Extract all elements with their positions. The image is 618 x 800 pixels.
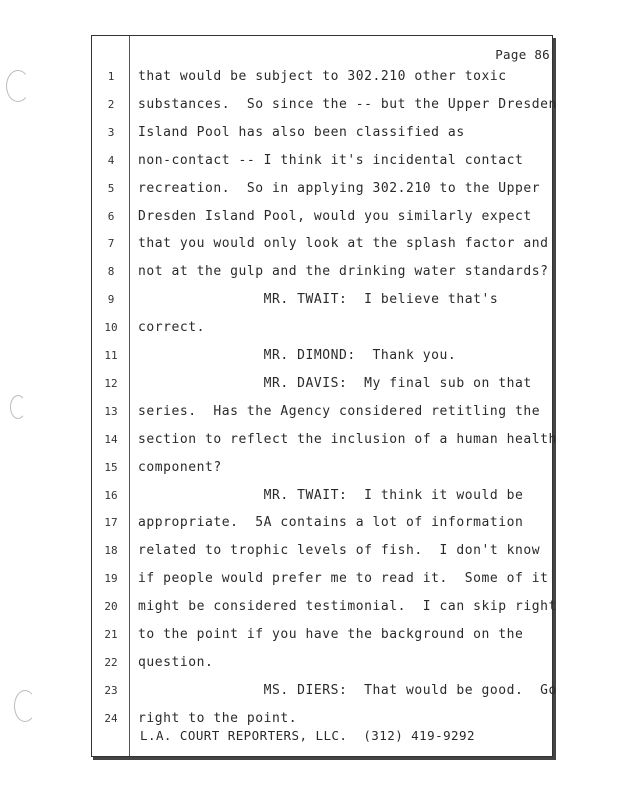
transcript-page-frame xyxy=(91,35,553,757)
line-number: 7 xyxy=(107,237,115,250)
line-number-rule xyxy=(129,36,130,756)
line-number: 12 xyxy=(104,377,118,390)
transcript-line-text: component? xyxy=(138,460,222,475)
frame-shadow-bottom xyxy=(93,757,555,760)
line-number: 14 xyxy=(104,433,118,446)
transcript-line-text: that would be subject to 302.210 other toxic xyxy=(138,69,507,84)
line-number: 11 xyxy=(104,349,118,362)
line-number: 18 xyxy=(104,544,118,557)
line-number: 16 xyxy=(104,489,118,502)
transcript-line-text: non-contact -- I think it's incidental contact xyxy=(138,153,524,168)
transcript-line-text: MR. DIMOND: Thank you. xyxy=(138,348,457,363)
transcript-line-text: substances. So since the -- but the Upper Dresden xyxy=(138,97,557,112)
transcript-line-text: series. Has the Agency considered retitling the xyxy=(138,404,541,419)
transcript-line-text: MR. TWAIT: I believe that's xyxy=(138,292,499,307)
transcript-line-text: MS. DIERS: That would be good. Go xyxy=(138,683,557,698)
line-number: 9 xyxy=(107,293,115,306)
transcript-line-text: question. xyxy=(138,655,214,670)
line-number: 8 xyxy=(107,265,115,278)
transcript-line-text: that you would only look at the splash factor and xyxy=(138,236,549,251)
transcript-line-text: if people would prefer me to read it. Some of it xyxy=(138,571,549,586)
line-number: 21 xyxy=(104,628,118,641)
line-number: 1 xyxy=(107,70,115,83)
transcript-line-text: not at the gulp and the drinking water standards? xyxy=(138,264,549,279)
line-number: 15 xyxy=(104,461,118,474)
transcript-line-text: related to trophic levels of fish. I don't know xyxy=(138,543,541,558)
transcript-line-text: recreation. So in applying 302.210 to the Upper xyxy=(138,181,541,196)
transcript-line-text: Island Pool has also been classified as xyxy=(138,125,465,140)
line-number: 24 xyxy=(104,712,118,725)
hole-punch-mark-bottom xyxy=(14,690,36,722)
hole-punch-mark-top xyxy=(6,70,30,102)
line-number: 22 xyxy=(104,656,118,669)
transcript-line-text: section to reflect the inclusion of a human health xyxy=(138,432,557,447)
line-number: 17 xyxy=(104,516,118,529)
transcript-line-text: appropriate. 5A contains a lot of information xyxy=(138,515,524,530)
transcript-line-text: MR. TWAIT: I think it would be xyxy=(138,488,524,503)
line-number: 6 xyxy=(107,210,115,223)
line-number: 3 xyxy=(107,126,115,139)
line-number: 5 xyxy=(107,182,115,195)
line-number: 2 xyxy=(107,98,115,111)
page-number: Page 86 xyxy=(495,47,550,62)
transcript-line-text: correct. xyxy=(138,320,206,335)
hole-punch-mark-middle xyxy=(10,395,26,419)
transcript-line-text: might be considered testimonial. I can skip right xyxy=(138,599,557,614)
transcript-line-text: to the point if you have the background on the xyxy=(138,627,524,642)
frame-shadow-right xyxy=(553,38,556,760)
transcript-line-text: MR. DAVIS: My final sub on that xyxy=(138,376,532,391)
line-number: 4 xyxy=(107,154,115,167)
line-number: 23 xyxy=(104,684,118,697)
line-number: 13 xyxy=(104,405,118,418)
transcript-line-text: Dresden Island Pool, would you similarly expect xyxy=(138,209,532,224)
line-number: 20 xyxy=(104,600,118,613)
line-number: 19 xyxy=(104,572,118,585)
transcript-line-text: right to the point. xyxy=(138,711,298,726)
court-reporter-footer: L.A. COURT REPORTERS, LLC. (312) 419-9292 xyxy=(140,728,475,743)
line-number: 10 xyxy=(104,321,118,334)
